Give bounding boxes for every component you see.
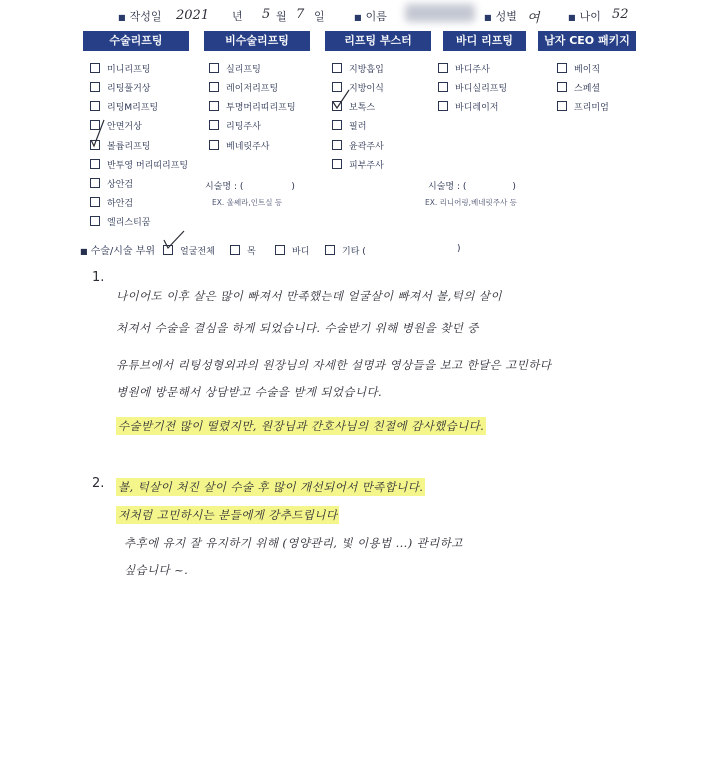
checkbox[interactable] [90, 82, 100, 92]
option-filler[interactable]: 필러 [332, 119, 366, 132]
category-body-lifting: 바디 리프팅 [443, 31, 526, 51]
year-value[interactable]: 2021 [176, 8, 210, 23]
name-label: 이름 [365, 10, 387, 23]
age-value[interactable]: 52 [612, 7, 629, 22]
checkbox[interactable] [438, 82, 448, 92]
option-hairband-lifting[interactable]: 반투영 머리띠리프팅 [90, 158, 188, 171]
option-elasticity[interactable]: 엘리스티꿈 [90, 215, 150, 228]
option-upper-eyelid[interactable]: 상안검 [90, 177, 133, 190]
option-lifting-injection[interactable]: 리팅주사 [209, 119, 261, 132]
redacted-name [405, 4, 475, 22]
procedure-example-left: EX. 울쎄라,인트실 등 [212, 198, 283, 207]
site-option-full-face[interactable]: 얼굴전체 [163, 244, 215, 257]
year-label: 년 [232, 10, 243, 23]
age-field [568, 8, 601, 24]
review-highlight-line [116, 418, 486, 434]
gender-value[interactable]: 여 [527, 11, 540, 26]
category-surgical-lifting: 수술리프팅 [83, 31, 189, 51]
option-lower-eyelid[interactable]: 하안검 [90, 196, 133, 209]
checkbox[interactable] [230, 245, 240, 255]
bullet-icon: ■ [354, 13, 362, 22]
day-label: 일 [314, 10, 325, 23]
option-benefit-injection[interactable]: 베네릿주사 [209, 139, 269, 152]
highlight: 저처럼 고민하시는 분들에게 강추드립니다 [118, 508, 338, 522]
check-mark-icon [87, 116, 109, 152]
option-contour-injection[interactable]: 윤곽주사 [332, 139, 384, 152]
review-line: 처져서 수술을 결심을 하게 되었습니다. 수술받기 위해 병원을 찾던 중 [116, 321, 479, 335]
gender-label: 성별 [495, 10, 517, 23]
highlight: 수술받기전 많이 떨렸지만, 원장님과 간호사님의 친절에 감사했습니다. [118, 419, 485, 433]
category-lifting-booster: 리프팅 부스터 [325, 31, 431, 51]
age-label: 나이 [579, 10, 601, 23]
checkbox[interactable] [438, 63, 448, 73]
option-botox[interactable]: 보톡스 [332, 100, 375, 113]
review-line: 유튜브에서 리팅성형외과의 원장님의 자세한 설명과 영상들을 보고 한달은 고민하다 [116, 358, 552, 372]
checkbox[interactable] [332, 63, 342, 73]
bullet-icon: ■ [484, 13, 492, 22]
option-m-lifting[interactable]: 리팅M리프팅 [90, 100, 158, 113]
checkbox[interactable] [90, 159, 100, 169]
option-body-injection[interactable]: 바디주사 [438, 62, 490, 75]
checkbox[interactable] [325, 245, 335, 255]
day-value[interactable]: 7 [296, 7, 305, 22]
check-mark-icon [160, 228, 190, 252]
option-mini-lifting[interactable]: 미니리프팅 [90, 62, 150, 75]
review-line: 싶습니다 ~. [124, 563, 189, 577]
checkbox[interactable] [209, 63, 219, 73]
month-label: 월 [276, 10, 287, 23]
checkbox[interactable] [332, 120, 342, 130]
checkbox[interactable] [332, 159, 342, 169]
option-clear-hairband-lifting[interactable]: 투명머리띠리프팅 [209, 100, 296, 113]
check-mark-icon [330, 88, 352, 112]
option-liposuction[interactable]: 지방흡입 [332, 62, 384, 75]
option-body-laser[interactable]: 바디레이저 [438, 100, 498, 113]
checkbox[interactable] [90, 63, 100, 73]
checkbox[interactable] [557, 82, 567, 92]
option-full-facelift[interactable]: 리팅풀거상 [90, 81, 150, 94]
review-line: 추후에 유지 잘 유지하기 위해 (영양관리, 빛 이용법 ...) 관리하고 [124, 536, 463, 550]
category-nonsurgical-lifting: 비수술리프팅 [204, 31, 310, 51]
procedure-name-right[interactable]: 시술명 : ( ) [428, 182, 516, 192]
date-label: 작성일 [129, 10, 162, 23]
option-basic[interactable]: 베이직 [557, 62, 600, 75]
option-special[interactable]: 스페셜 [557, 81, 600, 94]
checkbox[interactable] [90, 178, 100, 188]
date-field [118, 8, 161, 24]
checkbox[interactable] [90, 216, 100, 226]
checkbox[interactable] [557, 63, 567, 73]
checkbox[interactable] [438, 101, 448, 111]
review-highlight-line [116, 507, 339, 523]
option-body-thread-lifting[interactable]: 바디실리프팅 [438, 81, 507, 94]
option-skin-injection[interactable]: 피부주사 [332, 158, 384, 171]
option-thread-lifting[interactable]: 실리프팅 [209, 62, 261, 75]
checkbox[interactable] [275, 245, 285, 255]
bullet-icon: ■ [568, 13, 576, 22]
name-field [354, 8, 387, 24]
checkbox[interactable] [332, 140, 342, 150]
site-other-close: ) [457, 244, 461, 254]
checkbox[interactable] [209, 101, 219, 111]
site-option-other[interactable]: 기타 ( [325, 244, 366, 257]
review-highlight-line [116, 479, 425, 495]
highlight: 볼, 턱살이 처진 살이 수술 후 많이 개선되어서 만족합니다. [118, 480, 424, 494]
site-option-neck[interactable]: 목 [230, 244, 256, 257]
checkbox[interactable] [209, 140, 219, 150]
option-face-lift[interactable]: 안면거상 [90, 119, 142, 132]
bullet-icon: ■ [118, 13, 126, 22]
option-volume-lifting[interactable]: 볼륨리프팅 [90, 139, 150, 152]
review-line: 병원에 방문해서 상담받고 수술을 받게 되었습니다. [116, 385, 383, 399]
month-value[interactable]: 5 [262, 7, 271, 22]
site-option-body[interactable]: 바디 [275, 244, 309, 257]
review-line: 나이어도 이후 살은 많이 빠져서 만족했는데 얼굴살이 빠져서 볼,턱의 살이 [116, 289, 502, 303]
option-premium[interactable]: 프리미엄 [557, 100, 609, 113]
review-number-1: 1. [92, 270, 105, 285]
gender-field [484, 8, 517, 24]
checkbox[interactable] [209, 120, 219, 130]
option-laser-lifting[interactable]: 레이저리프팅 [209, 81, 278, 94]
checkbox[interactable] [209, 82, 219, 92]
category-men-ceo-package: 남자 CEO 패키지 [538, 31, 636, 51]
bullet-icon: ■ [80, 247, 88, 256]
procedure-name-left[interactable]: 시술명 : ( ) [205, 182, 295, 192]
checkbox[interactable] [90, 197, 100, 207]
checkbox[interactable] [557, 101, 567, 111]
review-number-2: 2. [92, 476, 105, 491]
option-fat-graft[interactable]: 지방이식 [332, 81, 384, 94]
procedure-example-right: EX. 리니어링,베네릿주사 등 [425, 198, 517, 207]
checkbox[interactable] [90, 101, 100, 111]
site-label: ■ 수술/시술 부위 [80, 246, 156, 257]
